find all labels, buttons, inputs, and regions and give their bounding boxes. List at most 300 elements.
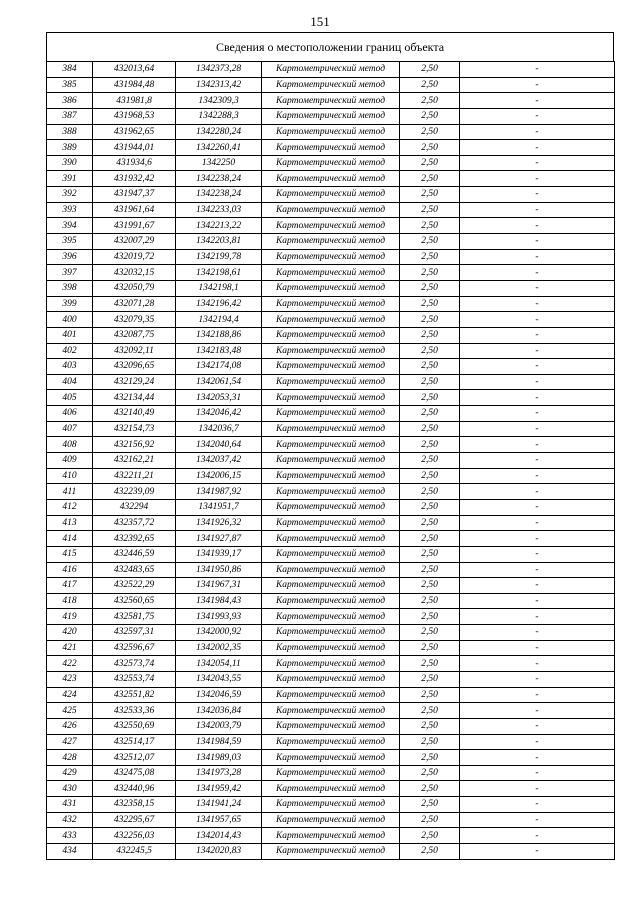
- x-coordinate-cell: 431991,67: [93, 218, 176, 234]
- table-row: [47, 312, 615, 328]
- description-cell: -: [460, 718, 615, 734]
- table-row: [47, 343, 615, 359]
- y-coordinate-cell: 1342188,86: [176, 327, 262, 343]
- table-row: [47, 108, 615, 124]
- description-cell: -: [460, 406, 615, 422]
- x-coordinate-cell: 431984,48: [93, 77, 176, 93]
- precision-cell: 2,50: [400, 750, 460, 766]
- description-cell: -: [460, 155, 615, 171]
- point-number-cell: 414: [47, 531, 93, 547]
- x-coordinate-cell: 432156,92: [93, 437, 176, 453]
- precision-cell: 2,50: [400, 468, 460, 484]
- method-cell: Картометрический метод: [262, 187, 400, 203]
- y-coordinate-cell: 1342233,03: [176, 202, 262, 218]
- table-row: [47, 406, 615, 422]
- y-coordinate-cell: 1342198,61: [176, 265, 262, 281]
- method-cell: Картометрический метод: [262, 593, 400, 609]
- table-row: [47, 781, 615, 797]
- method-cell: Картометрический метод: [262, 234, 400, 250]
- point-number-cell: 411: [47, 484, 93, 500]
- y-coordinate-cell: 1342002,35: [176, 640, 262, 656]
- point-number-cell: 413: [47, 515, 93, 531]
- description-cell: -: [460, 62, 615, 78]
- description-cell: -: [460, 312, 615, 328]
- description-cell: -: [460, 593, 615, 609]
- precision-cell: 2,50: [400, 296, 460, 312]
- precision-cell: 2,50: [400, 593, 460, 609]
- precision-cell: 2,50: [400, 62, 460, 78]
- y-coordinate-cell: 1342280,24: [176, 124, 262, 140]
- method-cell: Картометрический метод: [262, 812, 400, 828]
- x-coordinate-cell: 432162,21: [93, 453, 176, 469]
- method-cell: Картометрический метод: [262, 202, 400, 218]
- precision-cell: 2,50: [400, 374, 460, 390]
- method-cell: Картометрический метод: [262, 734, 400, 750]
- method-cell: Картометрический метод: [262, 62, 400, 78]
- table-row: [47, 844, 615, 860]
- y-coordinate-cell: 1342036,7: [176, 421, 262, 437]
- x-coordinate-cell: 432256,03: [93, 828, 176, 844]
- y-coordinate-cell: 1342199,78: [176, 249, 262, 265]
- precision-cell: 2,50: [400, 562, 460, 578]
- precision-cell: 2,50: [400, 327, 460, 343]
- method-cell: Картометрический метод: [262, 140, 400, 156]
- precision-cell: 2,50: [400, 124, 460, 140]
- method-cell: Картометрический метод: [262, 656, 400, 672]
- y-coordinate-cell: 1342040,64: [176, 437, 262, 453]
- y-coordinate-cell: 1342250: [176, 155, 262, 171]
- y-coordinate-cell: 1341941,24: [176, 797, 262, 813]
- method-cell: Картометрический метод: [262, 515, 400, 531]
- point-number-cell: 399: [47, 296, 93, 312]
- y-coordinate-cell: 1342174,08: [176, 359, 262, 375]
- coordinates-sheet: [46, 32, 614, 860]
- precision-cell: 2,50: [400, 515, 460, 531]
- y-coordinate-cell: 1342309,3: [176, 93, 262, 109]
- description-cell: -: [460, 844, 615, 860]
- table-row: [47, 656, 615, 672]
- method-cell: Картометрический метод: [262, 77, 400, 93]
- point-number-cell: 418: [47, 593, 93, 609]
- x-coordinate-cell: 432357,72: [93, 515, 176, 531]
- y-coordinate-cell: 1341989,03: [176, 750, 262, 766]
- description-cell: -: [460, 265, 615, 281]
- x-coordinate-cell: 432483,65: [93, 562, 176, 578]
- precision-cell: 2,50: [400, 249, 460, 265]
- precision-cell: 2,50: [400, 765, 460, 781]
- description-cell: -: [460, 797, 615, 813]
- x-coordinate-cell: 432050,79: [93, 280, 176, 296]
- x-coordinate-cell: 432295,67: [93, 812, 176, 828]
- point-number-cell: 406: [47, 406, 93, 422]
- y-coordinate-cell: 1341973,28: [176, 765, 262, 781]
- method-cell: Картометрический метод: [262, 390, 400, 406]
- method-cell: Картометрический метод: [262, 750, 400, 766]
- y-coordinate-cell: 1341927,87: [176, 531, 262, 547]
- y-coordinate-cell: 1342061,54: [176, 374, 262, 390]
- description-cell: -: [460, 218, 615, 234]
- table-row: [47, 609, 615, 625]
- description-cell: -: [460, 171, 615, 187]
- method-cell: Картометрический метод: [262, 359, 400, 375]
- y-coordinate-cell: 1342003,79: [176, 718, 262, 734]
- description-cell: -: [460, 687, 615, 703]
- table-row: [47, 234, 615, 250]
- x-coordinate-cell: 432475,08: [93, 765, 176, 781]
- table-row: [47, 468, 615, 484]
- method-cell: Картометрический метод: [262, 531, 400, 547]
- method-cell: Картометрический метод: [262, 671, 400, 687]
- x-coordinate-cell: 432013,64: [93, 62, 176, 78]
- method-cell: Картометрический метод: [262, 546, 400, 562]
- table-row: [47, 578, 615, 594]
- y-coordinate-cell: 1341987,92: [176, 484, 262, 500]
- description-cell: -: [460, 562, 615, 578]
- precision-cell: 2,50: [400, 140, 460, 156]
- precision-cell: 2,50: [400, 484, 460, 500]
- table-row: [47, 531, 615, 547]
- x-coordinate-cell: 432522,29: [93, 578, 176, 594]
- point-number-cell: 407: [47, 421, 93, 437]
- x-coordinate-cell: 432440,96: [93, 781, 176, 797]
- precision-cell: 2,50: [400, 734, 460, 750]
- point-number-cell: 429: [47, 765, 93, 781]
- table-row: [47, 546, 615, 562]
- method-cell: Картометрический метод: [262, 468, 400, 484]
- x-coordinate-cell: 432514,17: [93, 734, 176, 750]
- table-row: [47, 265, 615, 281]
- precision-cell: 2,50: [400, 687, 460, 703]
- table-row: [47, 93, 615, 109]
- page-number: 151: [310, 14, 330, 29]
- x-coordinate-cell: 431968,53: [93, 108, 176, 124]
- description-cell: -: [460, 234, 615, 250]
- method-cell: Картометрический метод: [262, 265, 400, 281]
- table-row: [47, 640, 615, 656]
- x-coordinate-cell: 431981,8: [93, 93, 176, 109]
- table-row: [47, 562, 615, 578]
- table-row: [47, 171, 615, 187]
- method-cell: Картометрический метод: [262, 296, 400, 312]
- description-cell: -: [460, 249, 615, 265]
- precision-cell: 2,50: [400, 359, 460, 375]
- table-row: [47, 359, 615, 375]
- method-cell: Картометрический метод: [262, 453, 400, 469]
- y-coordinate-cell: 1342313,42: [176, 77, 262, 93]
- point-number-cell: 432: [47, 812, 93, 828]
- point-number-cell: 428: [47, 750, 93, 766]
- description-cell: -: [460, 343, 615, 359]
- y-coordinate-cell: 1342198,1: [176, 280, 262, 296]
- description-cell: -: [460, 437, 615, 453]
- point-number-cell: 403: [47, 359, 93, 375]
- y-coordinate-cell: 1342196,42: [176, 296, 262, 312]
- point-number-cell: 390: [47, 155, 93, 171]
- precision-cell: 2,50: [400, 844, 460, 860]
- table-row: [47, 484, 615, 500]
- description-cell: -: [460, 468, 615, 484]
- point-number-cell: 396: [47, 249, 93, 265]
- description-cell: -: [460, 421, 615, 437]
- description-cell: -: [460, 374, 615, 390]
- precision-cell: 2,50: [400, 343, 460, 359]
- table-row: [47, 797, 615, 813]
- precision-cell: 2,50: [400, 546, 460, 562]
- y-coordinate-cell: 1341959,42: [176, 781, 262, 797]
- point-number-cell: 421: [47, 640, 93, 656]
- method-cell: Картометрический метод: [262, 343, 400, 359]
- table-row: [47, 140, 615, 156]
- method-cell: Картометрический метод: [262, 499, 400, 515]
- y-coordinate-cell: 1342238,24: [176, 171, 262, 187]
- point-number-cell: 395: [47, 234, 93, 250]
- precision-cell: 2,50: [400, 797, 460, 813]
- precision-cell: 2,50: [400, 218, 460, 234]
- point-number-cell: 427: [47, 734, 93, 750]
- description-cell: -: [460, 812, 615, 828]
- x-coordinate-cell: 432245,5: [93, 844, 176, 860]
- description-cell: -: [460, 93, 615, 109]
- method-cell: Картометрический метод: [262, 249, 400, 265]
- table-row: [47, 437, 615, 453]
- point-number-cell: 410: [47, 468, 93, 484]
- x-coordinate-cell: 432096,65: [93, 359, 176, 375]
- method-cell: Картометрический метод: [262, 578, 400, 594]
- point-number-cell: 423: [47, 671, 93, 687]
- point-number-cell: 424: [47, 687, 93, 703]
- description-cell: -: [460, 327, 615, 343]
- point-number-cell: 398: [47, 280, 93, 296]
- x-coordinate-cell: 432294: [93, 499, 176, 515]
- x-coordinate-cell: 431961,64: [93, 202, 176, 218]
- method-cell: Картометрический метод: [262, 280, 400, 296]
- description-cell: -: [460, 640, 615, 656]
- table-row: [47, 202, 615, 218]
- table-row: [47, 828, 615, 844]
- method-cell: Картометрический метод: [262, 718, 400, 734]
- y-coordinate-cell: 1342006,15: [176, 468, 262, 484]
- table-row: [47, 155, 615, 171]
- table-row: [47, 327, 615, 343]
- table-title: Сведения о местоположении границ объекта: [46, 32, 614, 61]
- x-coordinate-cell: 431934,6: [93, 155, 176, 171]
- method-cell: Картометрический метод: [262, 171, 400, 187]
- y-coordinate-cell: 1341993,93: [176, 609, 262, 625]
- precision-cell: 2,50: [400, 108, 460, 124]
- precision-cell: 2,50: [400, 202, 460, 218]
- table-row: [47, 703, 615, 719]
- point-number-cell: 388: [47, 124, 93, 140]
- description-cell: -: [460, 280, 615, 296]
- y-coordinate-cell: 1342238,24: [176, 187, 262, 203]
- table-row: [47, 734, 615, 750]
- x-coordinate-cell: 432512,07: [93, 750, 176, 766]
- description-cell: -: [460, 703, 615, 719]
- precision-cell: 2,50: [400, 781, 460, 797]
- precision-cell: 2,50: [400, 93, 460, 109]
- method-cell: Картометрический метод: [262, 625, 400, 641]
- y-coordinate-cell: 1341967,31: [176, 578, 262, 594]
- method-cell: Картометрический метод: [262, 421, 400, 437]
- y-coordinate-cell: 1341984,43: [176, 593, 262, 609]
- precision-cell: 2,50: [400, 703, 460, 719]
- point-number-cell: 425: [47, 703, 93, 719]
- precision-cell: 2,50: [400, 421, 460, 437]
- point-number-cell: 386: [47, 93, 93, 109]
- precision-cell: 2,50: [400, 656, 460, 672]
- precision-cell: 2,50: [400, 531, 460, 547]
- point-number-cell: 405: [47, 390, 93, 406]
- y-coordinate-cell: 1342020,83: [176, 844, 262, 860]
- table-row: [47, 421, 615, 437]
- x-coordinate-cell: 432239,09: [93, 484, 176, 500]
- x-coordinate-cell: 432551,82: [93, 687, 176, 703]
- point-number-cell: 402: [47, 343, 93, 359]
- y-coordinate-cell: 1342046,42: [176, 406, 262, 422]
- description-cell: -: [460, 77, 615, 93]
- y-coordinate-cell: 1341984,59: [176, 734, 262, 750]
- description-cell: -: [460, 671, 615, 687]
- x-coordinate-cell: 432553,74: [93, 671, 176, 687]
- point-number-cell: 430: [47, 781, 93, 797]
- method-cell: Картометрический метод: [262, 844, 400, 860]
- description-cell: -: [460, 515, 615, 531]
- table-row: [47, 77, 615, 93]
- description-cell: -: [460, 609, 615, 625]
- table-body: [47, 62, 615, 860]
- method-cell: Картометрический метод: [262, 218, 400, 234]
- description-cell: -: [460, 140, 615, 156]
- precision-cell: 2,50: [400, 718, 460, 734]
- precision-cell: 2,50: [400, 155, 460, 171]
- y-coordinate-cell: 1342043,55: [176, 671, 262, 687]
- precision-cell: 2,50: [400, 499, 460, 515]
- method-cell: Картометрический метод: [262, 797, 400, 813]
- x-coordinate-cell: 432597,31: [93, 625, 176, 641]
- x-coordinate-cell: 432581,75: [93, 609, 176, 625]
- x-coordinate-cell: 432392,65: [93, 531, 176, 547]
- x-coordinate-cell: 432007,29: [93, 234, 176, 250]
- point-number-cell: 426: [47, 718, 93, 734]
- method-cell: Картометрический метод: [262, 687, 400, 703]
- point-number-cell: 419: [47, 609, 93, 625]
- precision-cell: 2,50: [400, 312, 460, 328]
- description-cell: -: [460, 359, 615, 375]
- table-row: [47, 625, 615, 641]
- description-cell: -: [460, 499, 615, 515]
- y-coordinate-cell: 1342213,22: [176, 218, 262, 234]
- y-coordinate-cell: 1342373,28: [176, 62, 262, 78]
- precision-cell: 2,50: [400, 406, 460, 422]
- y-coordinate-cell: 1342054,11: [176, 656, 262, 672]
- precision-cell: 2,50: [400, 437, 460, 453]
- point-number-cell: 385: [47, 77, 93, 93]
- method-cell: Картометрический метод: [262, 155, 400, 171]
- table-row: [47, 671, 615, 687]
- point-number-cell: 394: [47, 218, 93, 234]
- method-cell: Картометрический метод: [262, 484, 400, 500]
- method-cell: Картометрический метод: [262, 703, 400, 719]
- method-cell: Картометрический метод: [262, 406, 400, 422]
- y-coordinate-cell: 1342288,3: [176, 108, 262, 124]
- method-cell: Картометрический метод: [262, 765, 400, 781]
- point-number-cell: 434: [47, 844, 93, 860]
- x-coordinate-cell: 431947,37: [93, 187, 176, 203]
- description-cell: -: [460, 390, 615, 406]
- point-number-cell: 397: [47, 265, 93, 281]
- description-cell: -: [460, 656, 615, 672]
- y-coordinate-cell: 1342260,41: [176, 140, 262, 156]
- table-row: [47, 453, 615, 469]
- description-cell: -: [460, 187, 615, 203]
- point-number-cell: 433: [47, 828, 93, 844]
- table-row: [47, 62, 615, 78]
- point-number-cell: 384: [47, 62, 93, 78]
- x-coordinate-cell: 432134,44: [93, 390, 176, 406]
- y-coordinate-cell: 1341950,86: [176, 562, 262, 578]
- y-coordinate-cell: 1341926,32: [176, 515, 262, 531]
- table-row: [47, 124, 615, 140]
- x-coordinate-cell: 431962,65: [93, 124, 176, 140]
- table-row: [47, 249, 615, 265]
- method-cell: Картометрический метод: [262, 124, 400, 140]
- y-coordinate-cell: 1341939,17: [176, 546, 262, 562]
- point-number-cell: 416: [47, 562, 93, 578]
- method-cell: Картометрический метод: [262, 108, 400, 124]
- y-coordinate-cell: 1342037,42: [176, 453, 262, 469]
- table-row: [47, 687, 615, 703]
- x-coordinate-cell: 432560,65: [93, 593, 176, 609]
- y-coordinate-cell: 1342203,81: [176, 234, 262, 250]
- table-row: [47, 718, 615, 734]
- description-cell: -: [460, 484, 615, 500]
- y-coordinate-cell: 1342194,4: [176, 312, 262, 328]
- precision-cell: 2,50: [400, 390, 460, 406]
- point-number-cell: 401: [47, 327, 93, 343]
- precision-cell: 2,50: [400, 187, 460, 203]
- precision-cell: 2,50: [400, 812, 460, 828]
- description-cell: -: [460, 578, 615, 594]
- description-cell: -: [460, 750, 615, 766]
- precision-cell: 2,50: [400, 578, 460, 594]
- description-cell: -: [460, 765, 615, 781]
- point-number-cell: 409: [47, 453, 93, 469]
- y-coordinate-cell: 1341951,7: [176, 499, 262, 515]
- x-coordinate-cell: 432092,11: [93, 343, 176, 359]
- x-coordinate-cell: 432079,35: [93, 312, 176, 328]
- table-row: [47, 187, 615, 203]
- x-coordinate-cell: 432533,36: [93, 703, 176, 719]
- precision-cell: 2,50: [400, 828, 460, 844]
- coordinates-table: [46, 61, 615, 860]
- x-coordinate-cell: 432573,74: [93, 656, 176, 672]
- y-coordinate-cell: 1342183,48: [176, 343, 262, 359]
- x-coordinate-cell: 432019,72: [93, 249, 176, 265]
- table-row: [47, 750, 615, 766]
- point-number-cell: 393: [47, 202, 93, 218]
- table-row: [47, 374, 615, 390]
- x-coordinate-cell: 432071,28: [93, 296, 176, 312]
- point-number-cell: 400: [47, 312, 93, 328]
- table-row: [47, 296, 615, 312]
- precision-cell: 2,50: [400, 625, 460, 641]
- table-row: [47, 390, 615, 406]
- x-coordinate-cell: 432032,15: [93, 265, 176, 281]
- table-row: [47, 280, 615, 296]
- description-cell: -: [460, 828, 615, 844]
- point-number-cell: 387: [47, 108, 93, 124]
- point-number-cell: 389: [47, 140, 93, 156]
